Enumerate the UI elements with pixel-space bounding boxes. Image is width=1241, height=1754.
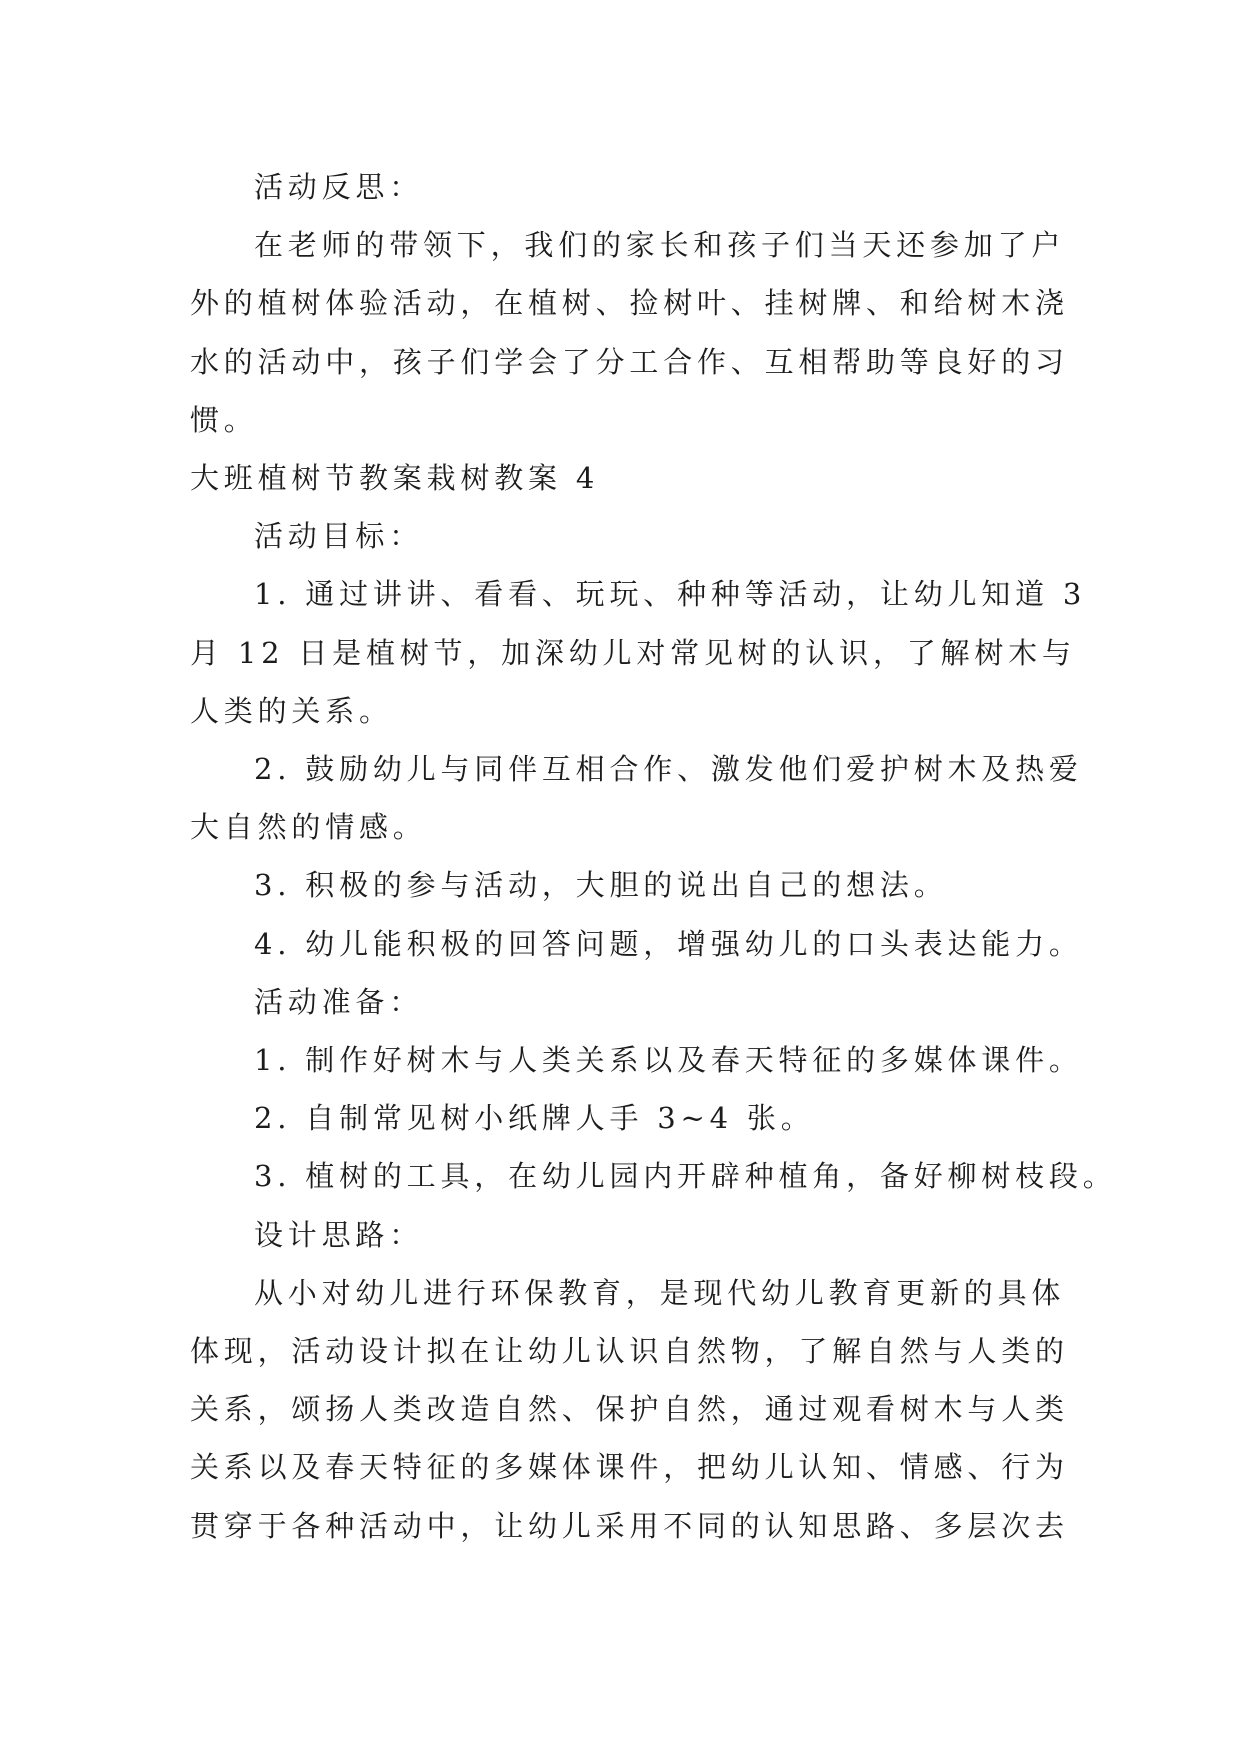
paragraph — [190, 740, 1083, 856]
text-line: 大班植树节教案栽树教案 4 — [190, 461, 600, 496]
text-line: 关系，颂扬人类改造自然、保护自然，通过观看树木与人类 — [190, 1392, 1069, 1427]
paragraph — [190, 507, 1060, 565]
text-line: 水的活动中，孩子们学会了分工合作、互相帮助等良好的习 — [190, 344, 1069, 379]
paragraph — [190, 1031, 1083, 1089]
text-line: 2. 自制常见树小纸牌人手 3~4 张。 — [254, 1101, 815, 1136]
paragraph — [190, 565, 1087, 740]
text-line: 惯。 — [190, 402, 258, 437]
document-body — [190, 158, 1117, 1555]
paragraph — [190, 915, 1083, 973]
text-line: 1. 通过讲讲、看看、玩玩、种种等活动，让幼儿知道 3 — [254, 577, 1087, 612]
text-line: 1. 制作好树木与人类关系以及春天特征的多媒体课件。 — [254, 1043, 1083, 1078]
text-line: 4. 幼儿能积极的回答问题，增强幼儿的口头表达能力。 — [254, 926, 1083, 961]
paragraph — [190, 973, 1060, 1031]
paragraph — [190, 1206, 1060, 1264]
paragraph — [190, 1147, 1117, 1205]
text-line: 活动反思： — [254, 170, 424, 204]
paragraph — [190, 158, 1060, 216]
text-line: 体现，活动设计拟在让幼儿认识自然物，了解自然与人类的 — [190, 1334, 1069, 1369]
text-line: 月 12 日是植树节，加深幼儿对常见树的认识，了解树木与 — [190, 635, 1076, 670]
text-line: 3. 积极的参与活动，大胆的说出自己的想法。 — [254, 868, 948, 903]
text-line: 设计思路： — [254, 1217, 424, 1252]
text-line: 人类的关系。 — [190, 693, 393, 728]
text-line: 外的植树体验活动，在植树、捡树叶、挂树牌、和给树木浇 — [190, 286, 1069, 321]
paragraph — [190, 856, 1060, 914]
paragraph — [190, 1264, 1069, 1555]
paragraph — [190, 216, 1069, 449]
text-line: 贯穿于各种活动中，让幼儿采用不同的认知思路、多层次去 — [190, 1508, 1069, 1543]
section-heading — [190, 449, 1060, 507]
text-line: 3. 植树的工具，在幼儿园内开辟种植角，备好柳树枝段。 — [254, 1159, 1117, 1194]
text-line: 在老师的带领下，我们的家长和孩子们当天还参加了户 — [254, 228, 1066, 263]
text-line: 从小对幼儿进行环保教育，是现代幼儿教育更新的具体 — [254, 1275, 1066, 1310]
text-line: 活动目标： — [254, 519, 424, 554]
paragraph — [190, 1089, 1060, 1147]
text-line: 大自然的情感。 — [190, 810, 427, 845]
text-line: 关系以及春天特征的多媒体课件，把幼儿认知、情感、行为 — [190, 1450, 1069, 1485]
text-line: 活动准备： — [254, 984, 424, 1019]
text-line: 2. 鼓励幼儿与同伴互相合作、激发他们爱护树木及热爱 — [254, 752, 1083, 787]
